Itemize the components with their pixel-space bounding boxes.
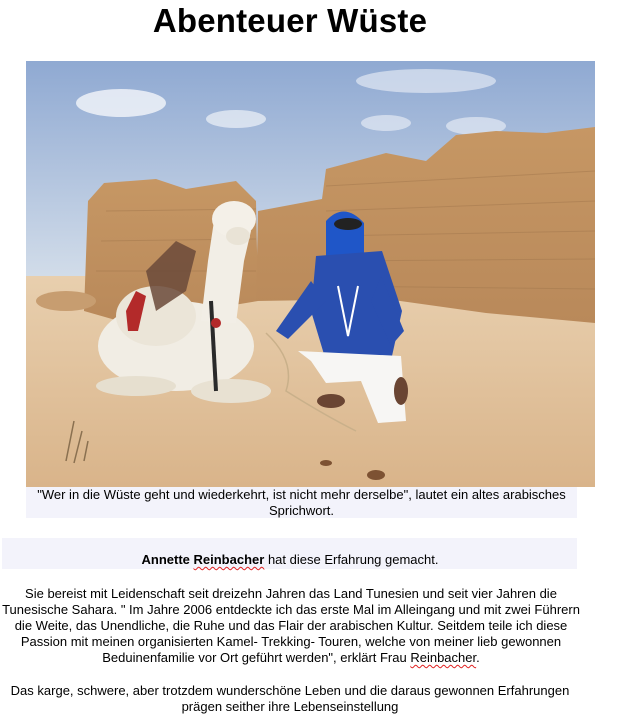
- photo-caption: "Wer in die Wüste geht und wiederkehrt, ist nicht mehr derselbe", lautet ein altes arabisches Sprichwort.: [26, 487, 577, 518]
- page-title: Abenteuer Wüste: [152, 2, 428, 39]
- body-name: Reinbacher: [410, 650, 477, 665]
- closing-paragraph: Das karge, schwere, aber trotzdem wunderschöne Leben und die daraus gewonnen Erfahrungen prägen seither ihre Lebenseinstellung: [10, 683, 570, 714]
- desert-photo: [26, 61, 595, 487]
- intro-rest: hat diese Erfahrung gemacht.: [264, 552, 439, 567]
- camel-photo-illustration: [26, 61, 595, 487]
- intro-line: [0, 552, 580, 568]
- person-first-name: Annette: [141, 552, 190, 567]
- body-paragraph: [2, 586, 580, 666]
- person-last-name: Reinbacher: [193, 552, 265, 567]
- body-text-after-name: .: [476, 650, 480, 665]
- body-text-before-name: Sie bereist mit Leidenschaft seit dreizehn Jahren das Land Tunesien und seit vier Jahren die Tunesische Sahara. " Im Jahre 2006 entdeckte ich das erste Mal im Alleingang und mit zwei Führern die Weite, das Unendliche, die Ruhe und das Flair der arabischen Kultur. Seitdem teile ich diese Passion mit meinen organisierten Kamel- Trekking- Touren, welche von meiner lieb gewonnen Beduinenfamilie vor Ort geführt werden", erklärt Frau: [2, 586, 580, 665]
- person-name: [142, 552, 265, 567]
